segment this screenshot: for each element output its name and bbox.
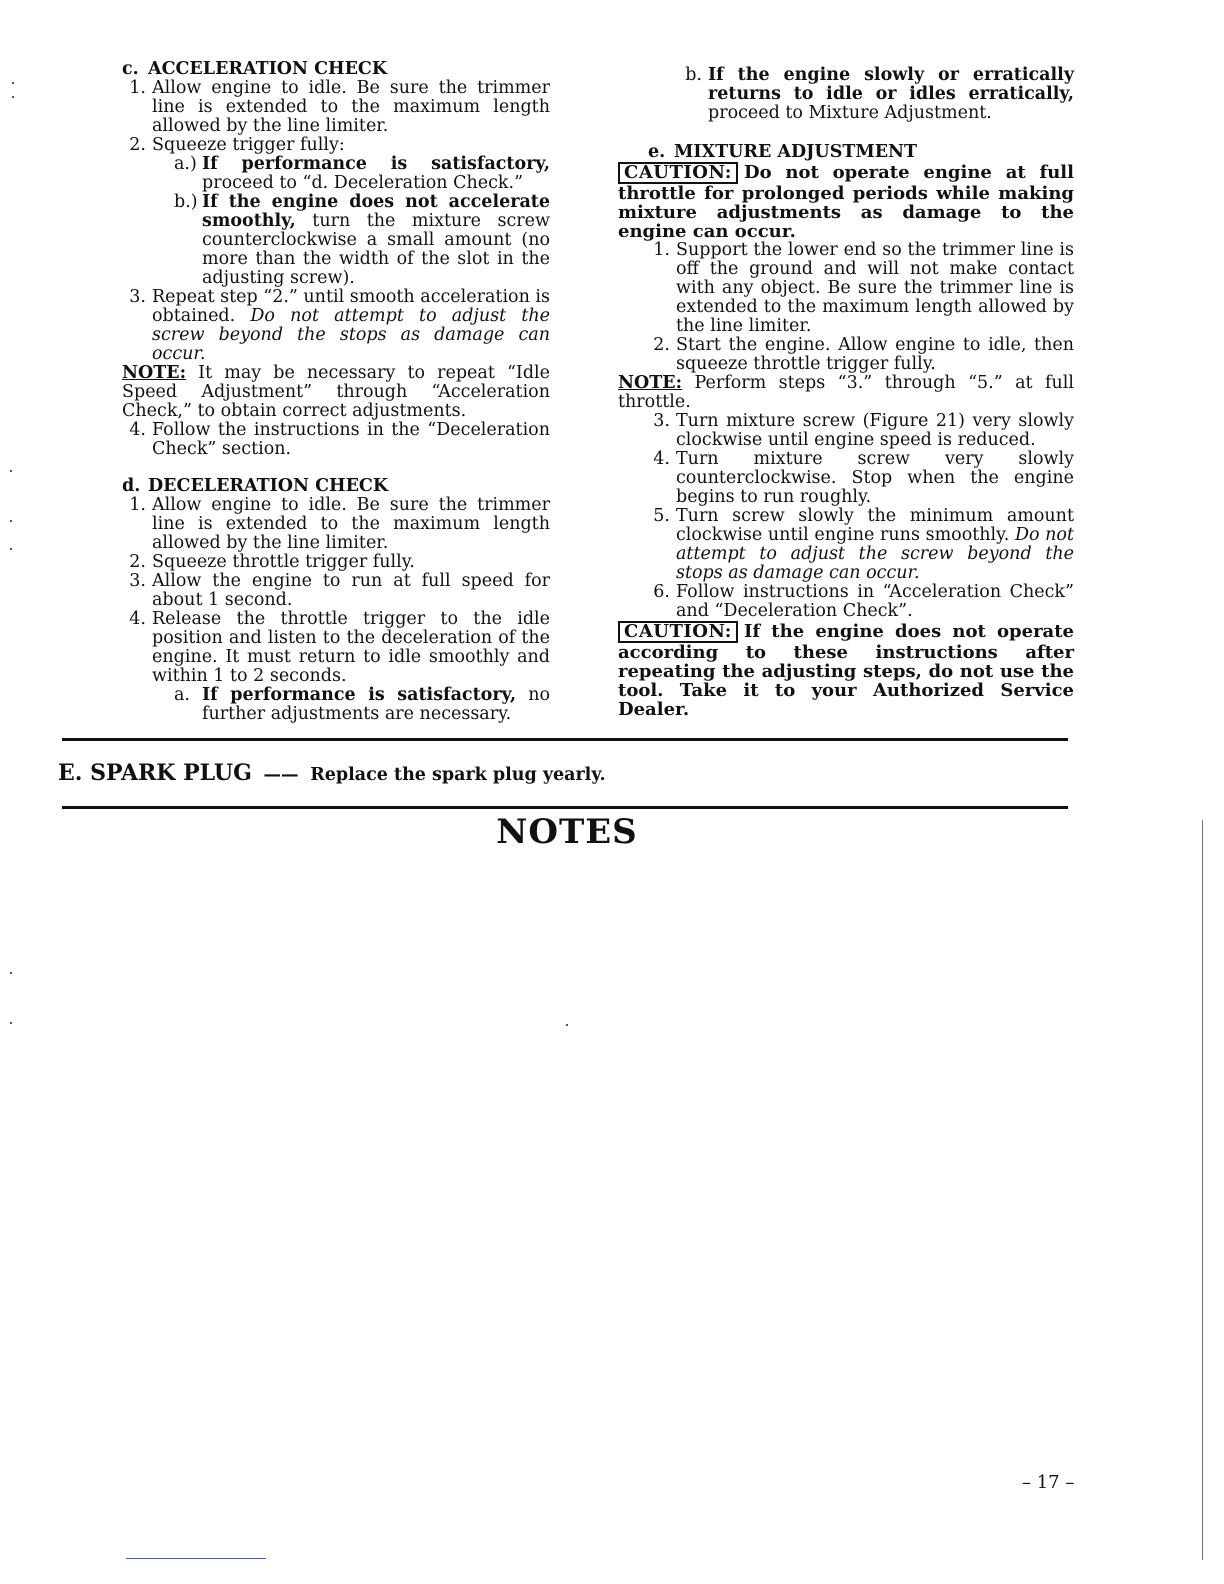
section-c-heading <box>122 60 550 79</box>
step-number: 1. <box>129 495 146 515</box>
step-text: Turn mixture screw (Figure 21) very slowly clockwise until engine speed is reduced. <box>676 411 1074 450</box>
step-text: Follow instructions in “Acceleration Check” and “Deceleration Check”. <box>676 582 1074 621</box>
caution-2 <box>618 621 1074 719</box>
c-step-1 <box>122 79 550 136</box>
c-step-2b <box>174 193 550 288</box>
section-e-heading <box>648 143 1074 162</box>
step-text: Start the engine. Allow engine to idle, then squeeze throttle trigger fully. <box>676 335 1074 374</box>
e-steps-block-2 <box>646 412 1074 621</box>
caution-label-box: CAUTION: <box>618 162 738 184</box>
e-note <box>618 374 1074 412</box>
spark-plug-letter: E. <box>58 760 83 786</box>
scan-underline-artifact <box>126 1558 266 1559</box>
d-step-1 <box>122 496 550 553</box>
step-text <box>708 66 1074 123</box>
e-step-4 <box>646 450 1074 507</box>
scan-speck <box>10 470 12 472</box>
step-number: b. <box>685 65 702 85</box>
note-label: NOTE: <box>618 373 683 393</box>
step-text <box>202 193 550 288</box>
step-text: Turn mixture screw very slowly counterclockwise. Stop when the engine begins to run roughly. <box>676 449 1074 507</box>
scan-margin-line <box>1202 820 1203 1560</box>
scan-speck <box>10 548 12 550</box>
step-text: Release the throttle trigger to the idle position and listen to the deceleration of the engine. It must return to idle smoothly and within 1 to 2 seconds. <box>152 609 550 686</box>
step-text <box>676 507 1074 583</box>
step-body: proceed to Mixture Adjustment. <box>708 103 992 123</box>
page-number: – 17 – <box>1022 1472 1075 1493</box>
step-number: 4. <box>129 420 146 440</box>
scan-speck <box>10 1022 12 1024</box>
step-body: Repeat step “2.” until smooth acceleration is obtained. <box>152 287 550 326</box>
d-step-2 <box>122 553 550 572</box>
spark-plug-text: Replace the spark plug yearly. <box>310 765 606 785</box>
e-step-1 <box>646 241 1074 336</box>
d-step-4 <box>122 610 550 686</box>
c-step-2a <box>174 155 550 193</box>
step-number: 2. <box>129 552 146 572</box>
scan-speck <box>12 96 14 98</box>
step-number: a. <box>174 685 190 705</box>
d-step-4a <box>174 686 550 724</box>
c-step-2 <box>122 136 550 155</box>
step-text: Allow engine to idle. Be sure the trimmer line is extended to the maximum length allowed by the line limiter. <box>152 78 550 136</box>
caution-1 <box>618 162 1074 241</box>
step-number: 2. <box>653 335 670 355</box>
bold-lead: If the engine slowly or erratically returns to idle or idles erratically, <box>708 65 1074 104</box>
step-body: no further adjustments are necessary. <box>202 685 550 724</box>
scan-speck <box>10 972 12 974</box>
note-label: NOTE: <box>122 363 187 383</box>
step-number: 2. <box>129 135 146 155</box>
c-note <box>122 364 550 421</box>
section-divider-bottom <box>62 806 1068 809</box>
section-e-letter: e. <box>648 142 666 162</box>
caution-text: Do not operate engine at full throttle for prolonged periods while making mixture adjustments as damage to the engine can occur. <box>618 162 1074 242</box>
step-number: 4. <box>129 609 146 629</box>
section-c-letter: c. <box>122 59 139 79</box>
step-number: 3. <box>653 411 670 431</box>
step-text <box>202 686 550 724</box>
e-step-6 <box>646 583 1074 621</box>
note-text: Perform steps “3.” through “5.” at full throttle. <box>618 373 1074 412</box>
section-divider-top <box>62 738 1068 741</box>
step-number: a.) <box>174 154 197 174</box>
step-text: Allow engine to idle. Be sure the trimmer line is extended to the maximum length allowed by the line limiter. <box>152 495 550 553</box>
spark-plug-dash: —— <box>263 765 299 785</box>
scan-speck <box>10 520 12 522</box>
e-step-2 <box>646 336 1074 374</box>
step-number: 4. <box>653 449 670 469</box>
step-number: 5. <box>653 506 670 526</box>
left-column <box>122 60 550 724</box>
caution-text: If the engine does not operate according to these instructions after repeating the adjusting steps, do not use the tool. Take it to your Authorized Service Dealer. <box>618 621 1074 720</box>
scan-speck <box>566 1024 568 1026</box>
section-c-title: ACCELERATION CHECK <box>148 59 388 79</box>
step-text: Squeeze throttle trigger fully. <box>152 552 415 572</box>
e-step-5 <box>646 507 1074 583</box>
scan-speck <box>12 82 14 84</box>
step-number: 3. <box>129 287 146 307</box>
step-body: Turn screw slowly the minimum amount clockwise until engine runs smoothly. <box>676 506 1074 545</box>
warning-italic: Do not attempt to adjust the screw beyond the stops as damage can occur. <box>676 525 1074 583</box>
step-body: turn the mixture screw counterclockwise a small amount (no more than the width of the slot in the adjusting screw). <box>202 211 550 288</box>
caution-label-box: CAUTION: <box>618 621 738 643</box>
step-text: Allow the engine to run at full speed for about 1 second. <box>152 571 550 610</box>
bold-lead: If the engine does not accelerate smoothly, <box>202 192 550 231</box>
spark-plug-title: SPARK PLUG <box>90 760 252 786</box>
section-e-title: MIXTURE ADJUSTMENT <box>674 142 918 162</box>
step-text: Follow the instructions in the “Deceleration Check” section. <box>152 420 550 459</box>
section-d-letter: d. <box>122 476 141 496</box>
step-text: Support the lower end so the trimmer line is off the ground and will not make contact with any object. Be sure the trimmer line is extended to the maximum length allowed by the line limiter. <box>676 240 1074 336</box>
d-step-3 <box>122 572 550 610</box>
step-text <box>202 155 550 193</box>
c-step-3 <box>122 288 550 364</box>
section-d-title: DECELERATION CHECK <box>148 476 389 496</box>
step-number: b.) <box>174 192 198 212</box>
step-number: 1. <box>129 78 146 98</box>
bold-lead: If performance is satisfactory, <box>202 154 550 174</box>
bold-lead: If performance is satisfactory, <box>202 685 517 705</box>
step-text <box>152 288 550 364</box>
e-steps-block <box>646 241 1074 374</box>
step-text: Squeeze trigger fully: <box>152 135 345 155</box>
c-step-4 <box>122 421 550 459</box>
warning-italic: Do not attempt to adjust the screw beyond the stops as damage can occur. <box>152 306 550 364</box>
e-step-3 <box>646 412 1074 450</box>
section-d-heading <box>122 477 550 496</box>
step-number: 6. <box>653 582 670 602</box>
notes-title: NOTES <box>496 812 638 852</box>
spark-plug-line <box>58 760 606 786</box>
right-column <box>618 66 1074 719</box>
note-text: It may be necessary to repeat “Idle Speed Adjustment” through “Acceleration Check,” to obtain correct adjustments. <box>122 363 550 421</box>
step-number: 1. <box>653 240 670 260</box>
step-number: 3. <box>129 571 146 591</box>
item-b <box>678 66 1074 123</box>
step-body: proceed to “d. Deceleration Check.” <box>202 173 524 193</box>
